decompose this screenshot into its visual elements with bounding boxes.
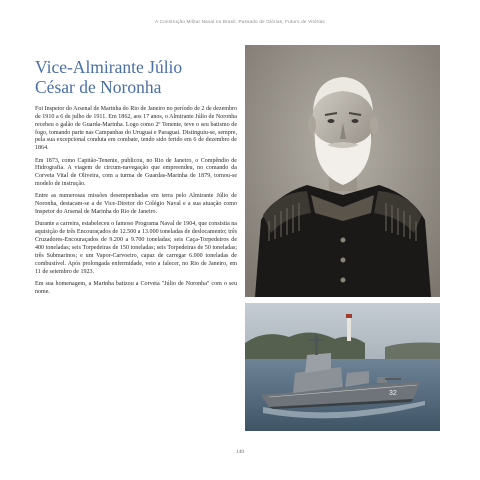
portrait-photo (245, 45, 440, 297)
corvette-illustration (245, 303, 440, 431)
paragraph-biography-intro: Foi Inspetor do Arsenal de Marinha do Rio de Janeiro no período de 2 de dezembro de 1910 a 6 de julho de 1911. Em 1862, aos 17 anos, o Almirante Júlio de Noronha recebeu o galão de Guarda-Marinha. Logo como 2º Tenente, teve o seu batismo de fogo, tomando parte nas Campanhas do Uruguai e Paraguai. Distinguiu-se, sempre, pela sua excepcional conduta em combate, tendo sido ferido em 6 de dezembro de 1864. (35, 106, 238, 152)
svg-text:32: 32 (389, 390, 397, 397)
page-title-line-2: César de Noronha (35, 77, 162, 97)
paragraph-naval-program: Durante a carreira, estabeleceu o famoso Programa Naval de 1904, que consistia na aquisição de três Encouraçados de 12.500 a 13.000 toneladas de deslocamento; três Cruzadores-Encouraçados de 9.200 a 9.700 toneladas; seis Caça-Torpedeiros de 400 toneladas; seis Torpedeiras de 150 toneladas; seis Torpedeiras de 50 toneladas; três Submarinos; e um Vapor-Carvoeiro, capaz de carregar 6.000 toneladas de combustível. Após prolongada enfermidade, veio a falecer, no Rio de Janeiro, em 11 de setembro de 1923. (35, 221, 237, 275)
page-number: 140 (235, 449, 245, 455)
page-title (35, 57, 235, 97)
page-title-line-1: Vice-Almirante Júlio (35, 57, 183, 77)
article-body (35, 106, 237, 301)
paragraph-hydrography: Em 1873, como Capitão-Tenente, publicou, no Rio de Janeiro, o Compêndio de Hidrografia. A viagem de circum-navegação que empreendeu, no comando da Corveta Vital de Oliveira, com a turma de Guardas-Marinha de 1879, tornou-se modelo de instrução. (35, 157, 237, 188)
running-header: A Construção Militar Naval no Brasil: Passado de Glórias, Futuro de Vitórias (155, 19, 325, 24)
corvette-photo (245, 303, 440, 431)
portrait-illustration (245, 45, 440, 297)
paragraph-homage: Em sua homenagem, a Marinha batizou a Corveta "Júlio de Noronha" com o seu nome. (35, 280, 237, 295)
paragraph-land-missions: Entre as numerosas missões desempenhadas em terra pelo Almirante Júlio de Noronha, destacam-se a de Vice-Diretor do Colégio Naval e a sua atuação como Inspetor do Arsenal de Marinha do Rio de Janeiro. (35, 193, 237, 216)
